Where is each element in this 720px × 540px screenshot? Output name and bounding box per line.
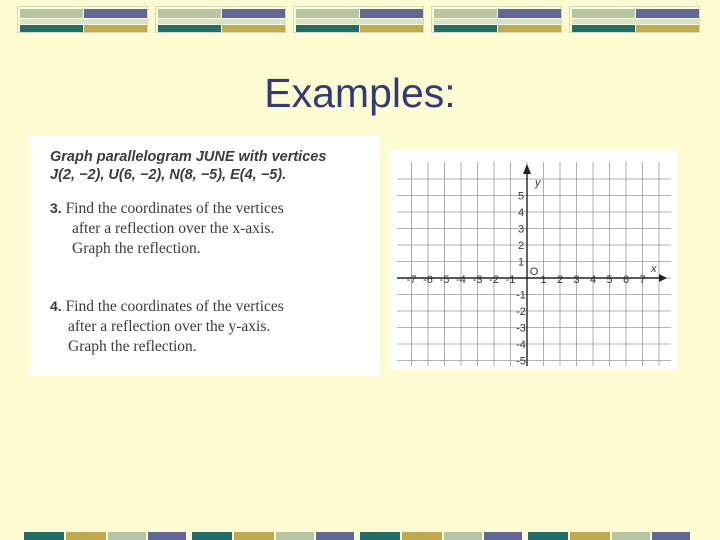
decor-segment bbox=[652, 532, 690, 540]
decor-segment bbox=[528, 532, 568, 540]
y-axis-arrow bbox=[523, 164, 531, 174]
y-tick-label: -2 bbox=[516, 306, 526, 318]
decor-segment bbox=[24, 532, 64, 540]
x-tick-label: -4 bbox=[456, 274, 466, 286]
x-tick-label: 2 bbox=[556, 274, 564, 286]
origin-label: O bbox=[529, 266, 539, 278]
x-tick-label: 5 bbox=[606, 274, 613, 286]
x-tick-label: 4 bbox=[589, 274, 597, 286]
decor-segment bbox=[276, 532, 314, 540]
decor-segment bbox=[108, 532, 146, 540]
x-tick-label: -6 bbox=[423, 274, 433, 286]
x-tick-label: 7 bbox=[639, 274, 646, 286]
decor-tile bbox=[431, 6, 562, 33]
question-line: Graph the reflection. bbox=[72, 240, 201, 257]
question-line: Graph the reflection. bbox=[68, 338, 197, 355]
y-tick-label: 2 bbox=[517, 240, 525, 252]
y-tick-label: 4 bbox=[517, 207, 525, 219]
decor-tile bbox=[17, 6, 148, 33]
decor-segment bbox=[148, 532, 186, 540]
y-tick-label: -5 bbox=[516, 355, 526, 368]
question-4 bbox=[50, 296, 284, 357]
question-3 bbox=[50, 198, 284, 259]
decor-tile bbox=[569, 6, 700, 33]
decor-tile bbox=[293, 6, 424, 33]
heading-line: Graph parallelogram JUNE with vertices bbox=[50, 149, 327, 165]
x-tick-label: 6 bbox=[622, 274, 630, 286]
decor-segment bbox=[402, 532, 442, 540]
decor-segment bbox=[360, 532, 400, 540]
question-number: 4. bbox=[50, 298, 62, 314]
x-tick-label: -1 bbox=[505, 274, 516, 286]
x-axis-label: x bbox=[651, 263, 657, 275]
x-axis-arrow bbox=[659, 274, 667, 282]
decor-segment bbox=[612, 532, 650, 540]
decor-segment bbox=[484, 532, 522, 540]
question-line: after a reflection over the x-axis. bbox=[72, 220, 275, 237]
x-tick-label: -3 bbox=[472, 274, 483, 286]
bottom-decor-band bbox=[24, 532, 694, 540]
x-tick-label: -7 bbox=[406, 274, 417, 286]
decor-segment bbox=[316, 532, 354, 540]
top-decor-band bbox=[17, 6, 702, 33]
y-tick-label: -1 bbox=[516, 289, 526, 302]
y-tick-label: 1 bbox=[517, 256, 525, 269]
question-number: 3. bbox=[50, 200, 62, 216]
y-tick-label: -3 bbox=[516, 322, 526, 335]
decor-segment bbox=[192, 532, 232, 540]
decor-segment bbox=[444, 532, 482, 540]
y-tick-label: 5 bbox=[517, 190, 525, 203]
question-line: Find the coordinates of the vertices bbox=[65, 200, 284, 217]
decor-tile bbox=[155, 6, 286, 33]
heading-line: J(2, −2), U(6, −2), N(8, −5), E(4, −5). bbox=[50, 167, 287, 183]
x-tick-label: -5 bbox=[439, 274, 450, 286]
decor-segment bbox=[66, 532, 106, 540]
y-tick-label: 3 bbox=[517, 223, 525, 236]
x-tick-label: 1 bbox=[540, 274, 547, 286]
slide-title: Examples: bbox=[264, 70, 456, 116]
decor-segment bbox=[234, 532, 274, 540]
coordinate-grid bbox=[389, 150, 677, 370]
y-tick-label: -4 bbox=[516, 339, 526, 351]
decor-segment bbox=[570, 532, 610, 540]
worksheet-text-image bbox=[30, 136, 380, 376]
y-axis-label: y bbox=[535, 177, 541, 189]
question-line: Find the coordinates of the vertices bbox=[65, 298, 284, 315]
x-tick-label: 3 bbox=[573, 274, 580, 286]
x-tick-label: -2 bbox=[489, 274, 499, 286]
worksheet-heading bbox=[50, 148, 375, 184]
coordinate-grid-image bbox=[389, 150, 677, 370]
question-line: after a reflection over the y-axis. bbox=[68, 318, 271, 335]
